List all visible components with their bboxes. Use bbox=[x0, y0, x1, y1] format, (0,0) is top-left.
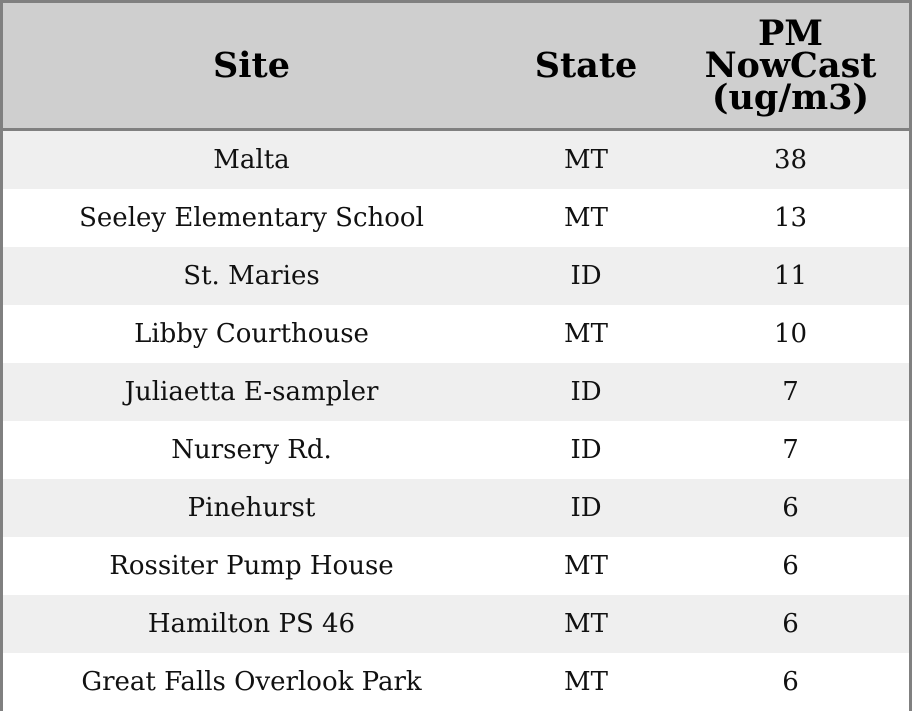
site-cell: Pinehurst bbox=[3, 479, 500, 537]
state-cell: ID bbox=[500, 421, 672, 479]
table-row bbox=[3, 653, 909, 711]
table-row bbox=[3, 247, 909, 305]
state-cell: MT bbox=[500, 653, 672, 711]
state-cell: MT bbox=[500, 130, 672, 190]
column-header-pm-nowcast bbox=[672, 3, 909, 130]
table-row bbox=[3, 305, 909, 363]
site-cell: Rossiter Pump House bbox=[3, 537, 500, 595]
column-header-state: State bbox=[500, 3, 672, 130]
state-cell: MT bbox=[500, 189, 672, 247]
state-cell: ID bbox=[500, 247, 672, 305]
site-cell: Hamilton PS 46 bbox=[3, 595, 500, 653]
table-row bbox=[3, 479, 909, 537]
state-cell: MT bbox=[500, 305, 672, 363]
table-header bbox=[3, 3, 909, 130]
header-row bbox=[3, 3, 909, 130]
state-cell: ID bbox=[500, 363, 672, 421]
column-header-site: Site bbox=[3, 3, 500, 130]
pm-value-cell: 13 bbox=[672, 189, 909, 247]
site-cell: Juliaetta E-sampler bbox=[3, 363, 500, 421]
table-row bbox=[3, 421, 909, 479]
table-row bbox=[3, 363, 909, 421]
pm-value-cell: 6 bbox=[672, 595, 909, 653]
site-cell: Libby Courthouse bbox=[3, 305, 500, 363]
table-row bbox=[3, 537, 909, 595]
state-cell: ID bbox=[500, 479, 672, 537]
site-cell: Nursery Rd. bbox=[3, 421, 500, 479]
state-cell: MT bbox=[500, 595, 672, 653]
table-body bbox=[3, 130, 909, 711]
table-row bbox=[3, 130, 909, 190]
pm-value-cell: 10 bbox=[672, 305, 909, 363]
site-cell: Malta bbox=[3, 130, 500, 190]
site-cell: Great Falls Overlook Park bbox=[3, 653, 500, 711]
table-row bbox=[3, 595, 909, 653]
column-header-pm-line-1: PM bbox=[757, 12, 824, 54]
column-header-pm-line-2: NowCast bbox=[704, 44, 877, 86]
pm-value-cell: 38 bbox=[672, 130, 909, 190]
pm-value-cell: 11 bbox=[672, 247, 909, 305]
column-header-pm-line-3: (ug/m3) bbox=[711, 76, 870, 118]
pm-nowcast-table bbox=[3, 3, 909, 711]
pm-value-cell: 6 bbox=[672, 479, 909, 537]
table-row bbox=[3, 189, 909, 247]
pm-value-cell: 6 bbox=[672, 537, 909, 595]
pm-value-cell: 6 bbox=[672, 653, 909, 711]
pm-value-cell: 7 bbox=[672, 363, 909, 421]
site-cell: St. Maries bbox=[3, 247, 500, 305]
state-cell: MT bbox=[500, 537, 672, 595]
pm-value-cell: 7 bbox=[672, 421, 909, 479]
site-cell: Seeley Elementary School bbox=[3, 189, 500, 247]
